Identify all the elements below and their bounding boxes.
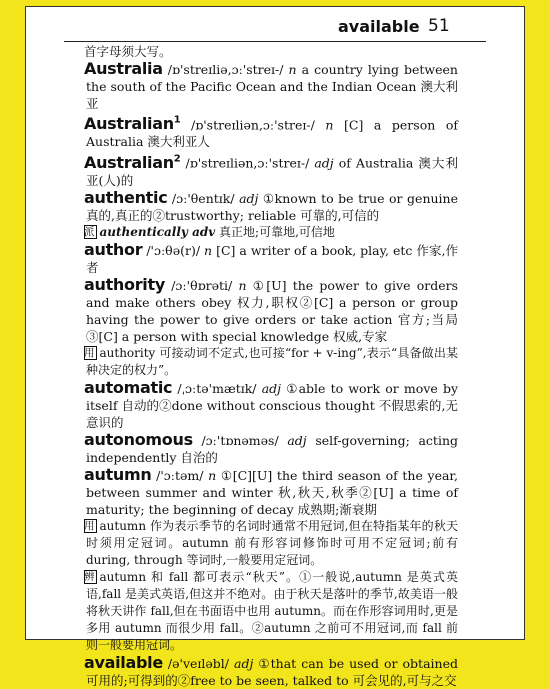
definition: self-governing; acting independently 自治的 (86, 432, 459, 465)
pronunciation: /'ɔːθə(r)/ (142, 242, 205, 258)
derivative-word: authentically adv (99, 224, 216, 239)
entry-autonomous (86, 431, 458, 466)
headword: Australia (84, 59, 163, 78)
distinction-note (86, 569, 458, 654)
headword (84, 114, 180, 133)
part-of-speech: n (204, 242, 213, 258)
entry-author (86, 241, 458, 276)
definition: ①[C][U] the third season of the year, between summer and winter 秋,秋天,秋季②[U] a time of maturity; the beginning of decay 成熟期;渐衰期 (86, 467, 458, 517)
pronunciation: /ɒ'streɪliə,ɔː'streɪ-/ (162, 62, 289, 77)
homograph-number: 1 (173, 115, 181, 126)
definition: ①able to work or move by itself 自动的②done without conscious thought 不假思索的,无意识的 (86, 380, 459, 430)
definition: of Australia 澳大利亚(人)的 (86, 155, 458, 188)
pronunciation: /ɔː'θentɪk/ (167, 190, 240, 206)
headword-text: Australian (84, 114, 174, 134)
definition: ①[U] the power to give orders and make others obey 权力,职权②[C] a person or group having the power to give orders or take action 官方;当局③[C] a person with special knowledge 权威,专家 (86, 277, 458, 344)
dictionary-page (25, 6, 525, 688)
entry-available (86, 654, 458, 689)
page-header (26, 15, 524, 41)
part-of-speech: adj (287, 432, 307, 448)
pronunciation: /ˌɔːtə'mætɪk/ (172, 380, 262, 396)
part-of-speech: adj (239, 190, 259, 206)
headword-text: Australian (84, 152, 174, 172)
definition: [C] a writer of a book, play, etc 作家,作者 (86, 242, 458, 275)
distinction-badge: 辨 (84, 570, 95, 583)
pronunciation: /ə'veɪləbl/ (162, 655, 235, 671)
entry-australian-1 (86, 112, 458, 150)
headword: autonomous (84, 429, 193, 449)
usage-badge: 用 (84, 346, 95, 359)
headword: automatic (84, 377, 173, 397)
headword: autumn (84, 464, 152, 484)
definition: ①known to be true or genuine 真的,真正的②trustworthy; reliable 可靠的,可信的 (86, 190, 458, 223)
entries-column (86, 43, 458, 689)
part-of-speech: adj (314, 155, 334, 171)
distinction-text: autumn 和 fall 都可表示“秋天”。①一般说,autumn 是英式英语,fall 是美式英语,但这并不绝对。由于秋天是落叶的季节,故美语一般将秋天讲作 fall,但在书面语中也用 autumn。而在作形容词用时,更是多用 autumn 而很少用 fall。②autumn 之前可不用冠词,而 fall 前则一般要用冠词。 (86, 569, 458, 652)
continuation-line: 首字母须大写。 (84, 44, 172, 59)
headword: author (84, 239, 143, 259)
definition: ①that can be used or obtained 可用的;可得到的②free to be seen, talked to 可会见的,可与之交 (86, 655, 458, 688)
usage-badge: 用 (84, 519, 95, 532)
homograph-number: 2 (173, 153, 181, 165)
headword (84, 153, 180, 172)
part-of-speech: n (288, 62, 297, 77)
entry-authority (86, 276, 458, 379)
part-of-speech: n (325, 117, 334, 133)
entry-automatic (86, 379, 458, 431)
pronunciation: /'ɔːtəm/ (151, 467, 209, 483)
derivative-line (86, 224, 458, 241)
entry-australia (86, 60, 458, 112)
part-of-speech: adj (261, 380, 282, 396)
entry-autumn (86, 466, 458, 654)
entry-australian-2 (86, 150, 458, 188)
definition: [C] a person of Australia 澳大利亚人 (86, 117, 458, 150)
pronunciation: /ɔː'tɒnəməs/ (192, 432, 288, 448)
part-of-speech: n (208, 467, 217, 483)
headword: authentic (84, 187, 168, 207)
entry-authentic (86, 189, 458, 241)
header-rule (64, 41, 486, 42)
usage-note (86, 345, 458, 379)
pronunciation: /ɔː'θɒrəti/ (164, 277, 239, 293)
headword: authority (84, 274, 165, 294)
pronunciation: /ɒ'streɪliən,ɔː'streɪ-/ (180, 155, 315, 171)
guide-word: available (338, 17, 420, 36)
page-number: 51 (428, 16, 450, 36)
usage-text: authority 可接动词不定式,也可接“for + v-ing”,表示“具备做出某种决定的权力”。 (86, 345, 458, 377)
derivative-definition: 真正地;可靠地,可信地 (215, 224, 335, 239)
definition: a country lying between the south of the Pacific Ocean and the Indian Ocean 澳大利亚 (86, 62, 458, 111)
derivative-badge: 派 (84, 225, 95, 238)
usage-note (86, 518, 458, 569)
usage-text: autumn 作为表示季节的名词时通常不用冠词,但在特指某年的秋天时须用定冠词。autumn 前有形容词修饰时可用不定冠词;前有 during, through 等词时,一般要用定冠词。 (86, 518, 458, 567)
headword: available (84, 652, 163, 672)
part-of-speech: n (238, 277, 247, 293)
part-of-speech: adj (234, 655, 254, 671)
pronunciation: /ɒ'streɪliən,ɔː'streɪ-/ (180, 117, 326, 133)
